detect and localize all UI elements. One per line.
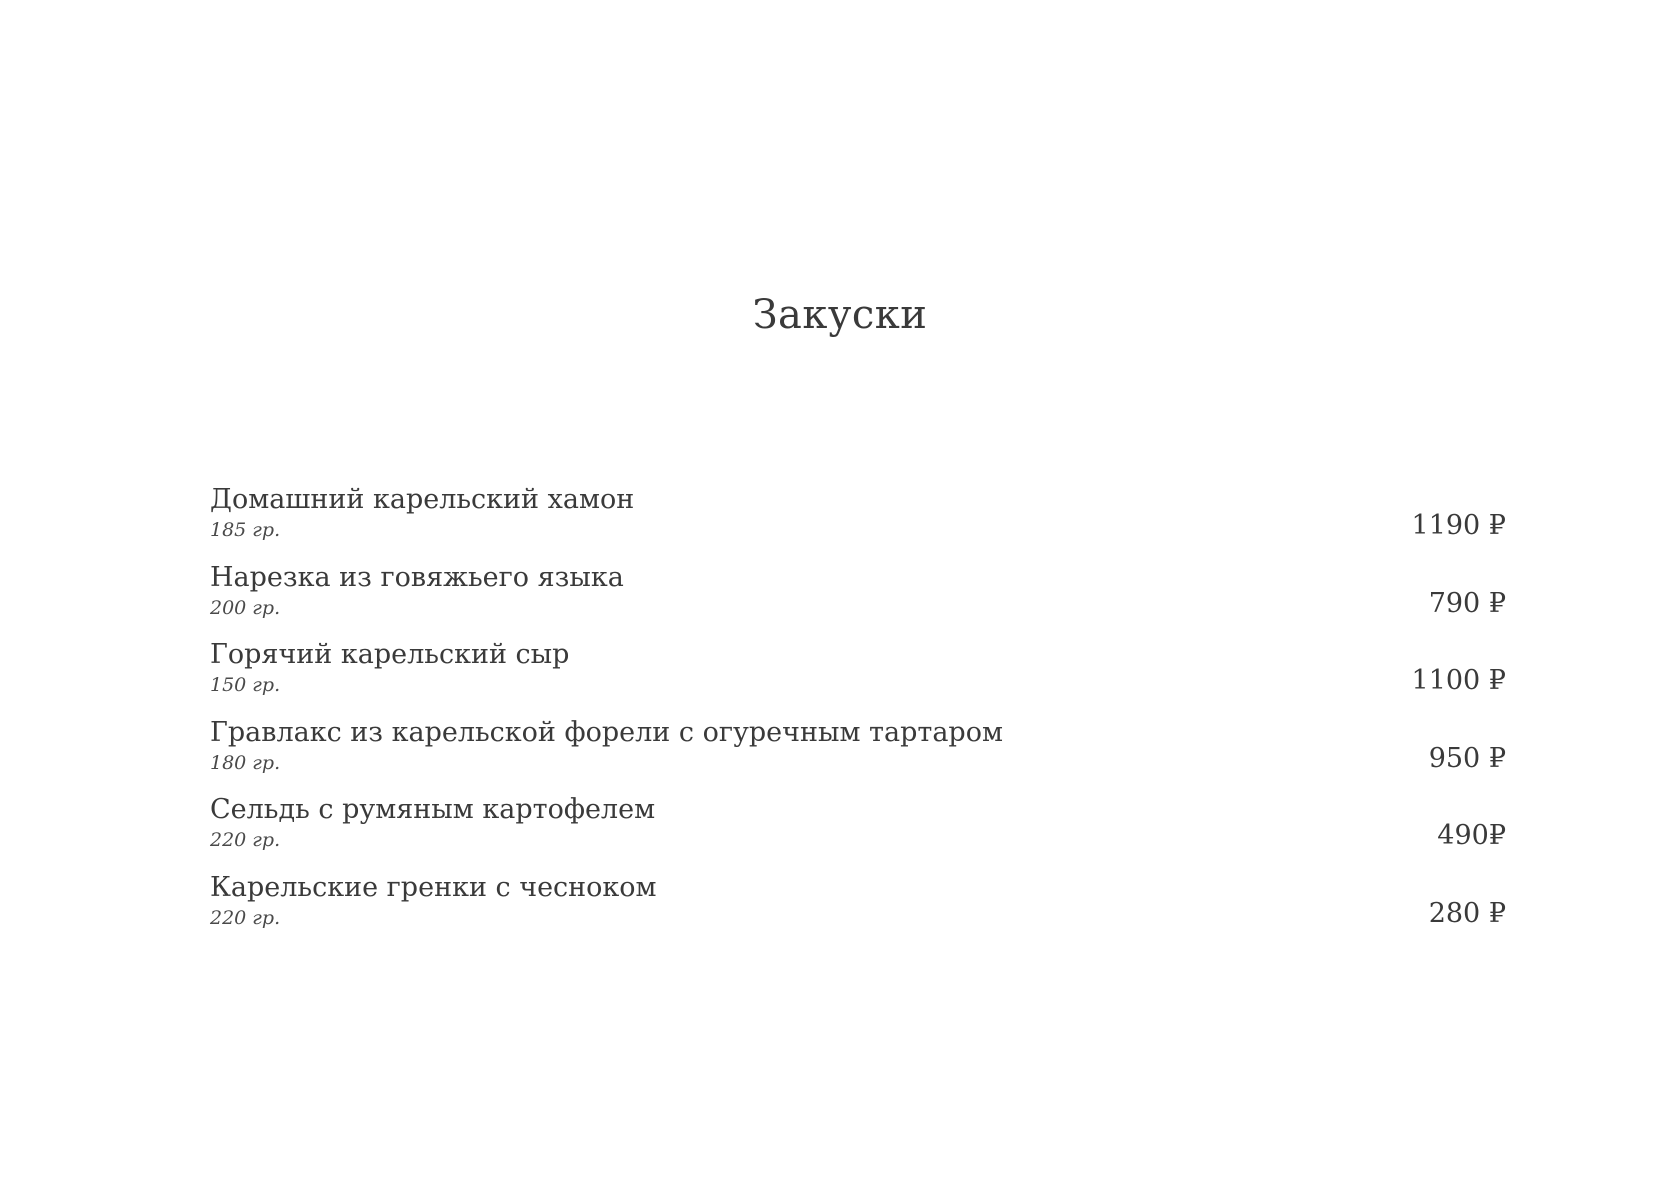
item-name: Сельдь с румяным картофелем [210,794,656,825]
item-name: Нарезка из говяжьего языка [210,561,624,593]
item-weight: 220 гр. [210,829,281,851]
menu-item [210,482,1506,560]
item-price: 790 ₽ [1428,587,1506,619]
menu-item [210,637,1506,715]
menu-item [210,870,1506,948]
item-name: Карельские гренки с чесноком [210,871,657,903]
item-name: Гравлакс из карельской форели с огуречным тартаром [210,716,1003,748]
item-price: 1100 ₽ [1411,665,1506,696]
item-name: Горячий карельский сыр [210,639,570,670]
item-weight: 185 гр. [210,519,281,541]
item-name: Домашний карельский хамон [210,484,635,515]
item-weight: 180 гр. [210,751,281,774]
item-weight: 200 гр. [210,596,281,619]
item-price: 1190 ₽ [1411,510,1506,541]
section-title: Закуски [752,292,928,338]
menu-item [210,560,1506,638]
menu-item [210,715,1506,793]
menu-item [210,792,1506,870]
item-price: 490₽ [1437,820,1506,851]
menu-list [210,482,1506,947]
item-price: 950 ₽ [1428,742,1506,774]
item-weight: 220 гр. [210,906,281,929]
item-price: 280 ₽ [1428,897,1506,929]
item-weight: 150 гр. [210,674,281,696]
